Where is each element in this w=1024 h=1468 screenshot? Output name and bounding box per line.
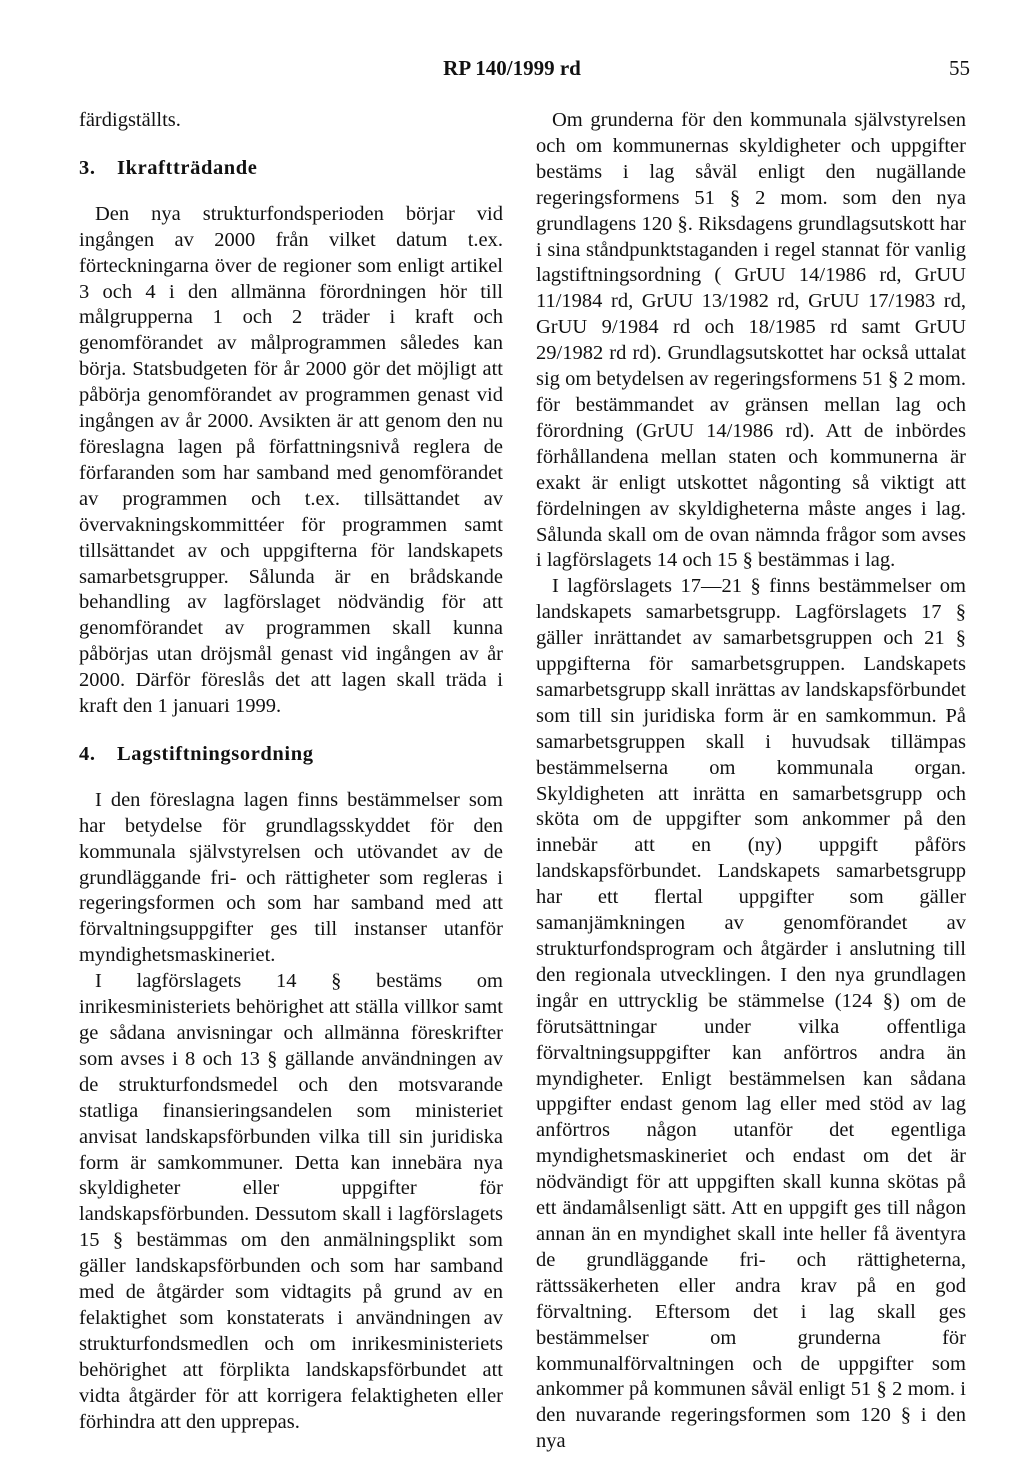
document-id: RP 140/1999 rd	[443, 56, 581, 80]
left-column	[79, 108, 503, 1436]
section-3-number: 3.	[79, 156, 96, 179]
right-column	[536, 108, 966, 1455]
section-4-heading	[79, 742, 503, 768]
page-number: 55	[949, 56, 970, 80]
right-paragraph-1: Om grunderna för den kommunala självstyrelsen och om kommunernas skyldigheter och uppgifter bestäms i lag såväl enligt den nugällande regeringsformens 51 § 2 mom. som den nya grundlagens 120 §. Riksdagens grundlagsutskott har i sina ståndpunktstaganden i regel stannat för vanlig lagstiftningsordning ( GrUU 14/1986 rd, GrUU 11/1984 rd, GrUU 13/1982 rd, GrUU 17/1983 rd, GrUU 9/1984 rd och 18/1985 rd samt GrUU 29/1982 rd rd). Grundlagsutskottet har också uttalat sig om betydelsen av regeringsformens 51 § 2 mom. för bestämmandet av gränsen mellan lag och förordning (GrUU 14/1986 rd). Att de inbördes förhållandena mellan staten och kommunerna är exakt är enligt utskottet någonting så viktigt att fördelningen av skyldigheterna måste anges i lag. Sålunda skall om de ovan nämnda frågor som avses i lagförslagets 14 och 15 § bestämmas i lag.	[536, 109, 966, 572]
section-4-number: 4.	[79, 742, 96, 765]
right-paragraph-2: I lagförslagets 17—21 § finns bestämmelser om landskapets samarbetsgrupp. Lagförslagets 17 § gäller inrättandet av samarbetsgruppen och 21 § uppgifterna för samarbetsgruppen. Landskapets samarbetsgrupp skall inrättas av landskapsförbundet som till sin juridiska form är en samkommun. På samarbetsgruppen skall i huvudsak tillämpas bestämmelserna om kommunala organ. Skyldigheten att inrätta en samarbetsgrupp och sköta om de uppgifter som ankommer på den innebär att en (ny) uppgift påförs landskapsförbundet. Landskapets samarbetsgrupp har ett flertal uppgifter som gäller samanjämkningen av genomförandet av strukturfondsprogram och åtgärder i anslutning till den regionala utvecklingen. I den nya grundlagen ingår en uttrycklig be stämmelse (124 §) om de förutsättningar under vilka offentliga förvaltningsuppgifter kan anförtros andra än myndigheter. Enligt bestämmelsen kan sådana uppgifter endast genom lag eller med stöd av lag anförtros någon utanför det egentliga myndighetsmaskineriet och endast om det är nödvändigt för att uppgiften skall kunna skötas på ett ändamålsenligt sätt. Att en uppgift ges till någon annan än en myndighet skall inte heller få äventyra de grundläggande fri- och rättigheterna, rättssäkerheten eller andra krav på en god förvaltning. Eftersom det i lag skall ges bestämmelser om grunderna för kommunalförvaltningen och de uppgifter som ankommer på kommunen såväl enligt 51 § 2 mom. i den nuvarande regeringsformen som 120 § i den nya	[536, 575, 966, 1453]
continuation-text: färdigställts.	[79, 109, 181, 131]
section-3-title: Ikraftträdande	[117, 156, 258, 179]
page-header	[0, 56, 1024, 86]
section-4-paragraph-1: I den föreslagna lagen finns bestämmelser som har betydelse för grundlagsskyddet för den kommunala självstyrelsen och utövandet av de grundläggande fri- och rättigheter som regleras i regeringsformen och som har samband med att förvaltningsuppgifter ges till instanser utanför myndighetsmaskineriet.	[79, 788, 503, 967]
section-3-heading	[79, 156, 503, 182]
section-4-paragraph-2: I lagförslagets 14 § bestäms om inrikesministeriets behörighet att ställa villkor samt ge sådana anvisningar och allmänna föreskrifter som avses i 8 och 13 § gällande användningen av de strukturfondsmedel och den motsvarande statliga finansieringsandelen som ministeriet anvisat landskapsförbunden vilka till sin juridiska form är samkommuner. Detta kan innebära nya skyldigheter eller uppgifter för landskapsförbunden. Dessutom skall i lagförslagets 15 § bestämmas om den anmälningsplikt som gäller landskapsförbunden och som har samband med de åtgärder som vidtagits på grund av en felaktighet som konstaterats i användningen av strukturfondsmedlen och om inrikesministeriets behörighet att förplikta landskapsförbundet att vidta åtgärder för att korrigera felaktigheten eller förhindra att den upprepas.	[79, 970, 503, 1433]
section-3-paragraph: Den nya strukturfondsperioden börjar vid ingången av 2000 från vilket datum t.ex. förteckningarna över de regioner som enligt artikel 3 och 4 i den allmänna förordningen hör till målgrupperna 1 och 2 träder i kraft och genomförandet av målprogrammen således kan börja. Statsbudgeten för år 2000 gör det möjligt att påbörja genomförandet av programmen genast vid ingången av år 2000. Avsikten är att genom den nu föreslagna lagen på författningsnivå reglera de förfaranden som har samband med genomförandet av programmen och t.ex. tillsättandet av övervakningskommittéer för programmen samt tillsättandet av och uppgifterna för landskapets samarbetsgrupper. Sålunda är en brådskande behandling av lagförslaget nödvändig för att genomförandet av programmen skall kunna påbörjas utan dröjsmål genast vid ingången av år 2000. Därför föreslås det att lagen skall träda i kraft den 1 januari 1999.	[79, 202, 503, 718]
section-4-title: Lagstiftningsordning	[117, 742, 314, 765]
